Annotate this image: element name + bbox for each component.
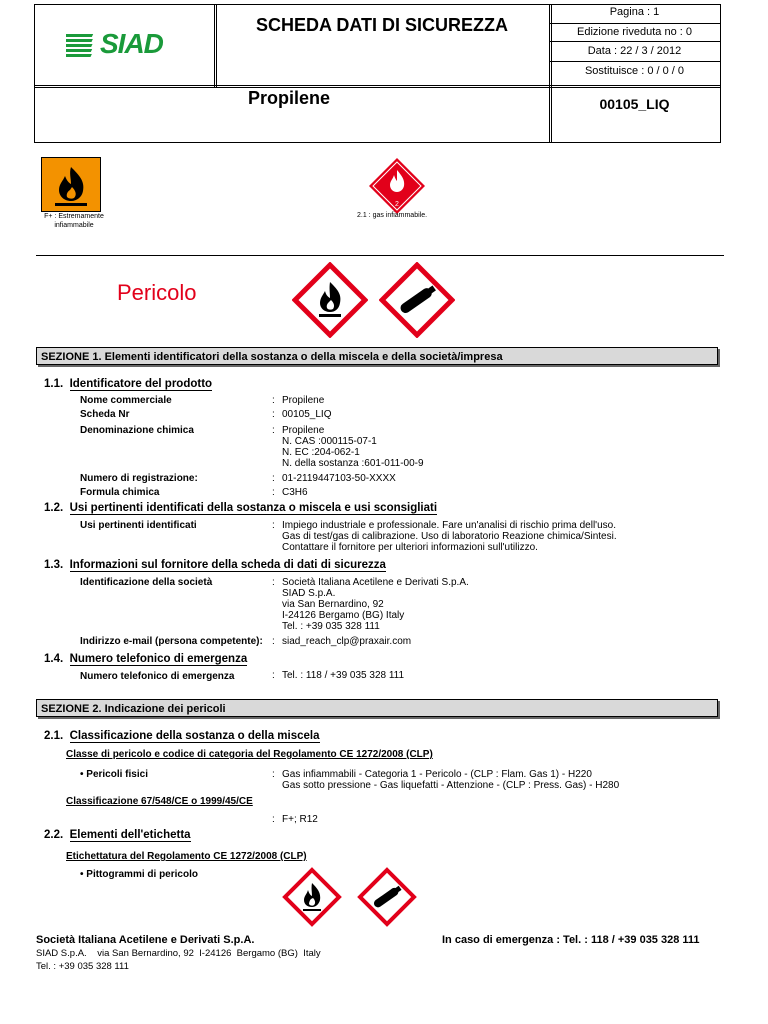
label-sheet-number: Scheda Nr	[80, 409, 130, 420]
subsection-1-4-text: Numero telefonico di emergenza	[69, 653, 248, 665]
subsection-1-1-number: 1.1.	[44, 378, 64, 390]
label-hazard-pictograms: • Pittogrammi di pericolo	[80, 869, 198, 880]
svg-text:2: 2	[395, 201, 399, 208]
ghs-flame-icon	[292, 262, 368, 338]
revision-number: Edizione riveduta no : 0	[577, 26, 692, 38]
label-registration-number: Numero di registrazione:	[80, 473, 198, 484]
label-trade-name: Nome commerciale	[80, 395, 172, 406]
value-trade-name: : Propilene	[272, 395, 325, 406]
meta-divider-1	[549, 23, 720, 24]
value-emergency-phone: : Tel. : 118 / +39 035 328 111	[272, 670, 405, 681]
label-identified-uses: Usi pertinenti identificati	[80, 520, 197, 531]
old-label-caption-right: 2.1 : gas infiammabile.	[357, 212, 428, 219]
subsection-1-2-number: 1.2.	[44, 502, 64, 514]
subsection-2-2-text: Elementi dell'etichetta	[69, 829, 191, 841]
product-code: 00105_LIQ	[599, 96, 670, 112]
header-code-cell	[549, 85, 721, 143]
subsection-2-2-number: 2.2.	[44, 829, 64, 841]
subsection-1-3-number: 1.3.	[44, 559, 64, 571]
label-physical-hazards: • Pericoli fisici	[80, 769, 148, 780]
value-email: : siad_reach_clp@praxair.com	[272, 636, 412, 647]
subsection-2-1-number: 2.1.	[44, 730, 64, 742]
subsection-1-3-title	[44, 559, 386, 571]
label-chemical-formula: Formula chimica	[80, 487, 160, 498]
subsection-1-4-number: 1.4.	[44, 653, 64, 665]
subsection-2-2-title	[44, 829, 191, 841]
page-number: Pagina : 1	[609, 6, 660, 18]
label-email: Indirizzo e-mail (persona competente):	[80, 636, 263, 647]
meta-divider-2	[549, 41, 720, 42]
revision-date: Data : 22 / 3 / 2012	[587, 45, 682, 57]
footer-tel: Tel. : +39 035 328 111	[36, 961, 129, 972]
label-emergency-phone: Numero telefonico di emergenza	[80, 671, 235, 682]
logo-text: SIAD	[100, 28, 163, 59]
value-chemical-formula: : C3H6	[272, 487, 308, 498]
old-label-caption-left: F+ : Estremamente infiammabile	[44, 213, 104, 229]
label-company-id: Identificazione della società	[80, 577, 213, 588]
label-chemical-name: Denominazione chimica	[80, 425, 194, 436]
flammable-gas-diamond-icon	[367, 156, 427, 216]
value-sheet-number: : 00105_LIQ	[272, 409, 332, 420]
document-title: SCHEDA DATI DI SICUREZZA	[256, 15, 508, 35]
section-1-header: SEZIONE 1. Elementi identificatori della sostanza o della miscela e della società/impresa	[36, 347, 718, 365]
divider-line	[36, 255, 724, 256]
ghs-gas-cylinder-icon	[379, 262, 455, 338]
value-identified-uses: : Impiego industriale e professionale. Fare un'analisi di rischio prima dell'uso. Gas di test/gas di calibrazione. Uso di laboratorio Reazione chimica/Sintesi. Contattare il fornitore per ulteriori informazioni sull'utilizzo.	[272, 520, 617, 553]
value-old-classification: : F+; R12	[272, 814, 318, 825]
ghs-flame-small-icon	[282, 867, 342, 927]
value-chemical-name: : Propilene N. CAS :000115-07-1 N. EC :204-062-1 N. della sostanza :601-011-00-9	[272, 425, 424, 469]
subsection-1-1-text: Identificatore del prodotto	[69, 378, 213, 390]
value-physical-hazards: : Gas infiammabili - Categoria 1 - Pericolo - (CLP : Flam. Gas 1) - H220 Gas sotto pressione - Gas liquefatti - Attenzione - (CLP : Press. Gas) - H280	[272, 769, 620, 791]
subsection-2-1-text: Classificazione della sostanza o della miscela	[69, 730, 320, 742]
old-classification-heading: Classificazione 67/548/CE o 1999/45/CE	[66, 796, 253, 807]
value-registration-number: : 01-2119447103-50-XXXX	[272, 473, 396, 484]
subsection-2-1-title	[44, 730, 320, 742]
subsection-1-1-title	[44, 378, 212, 390]
footer-company: Società Italiana Acetilene e Derivati S.p.A.	[36, 934, 255, 946]
signal-word: Pericolo	[117, 280, 197, 305]
subsection-1-2-text: Usi pertinenti identificati della sostanza o miscela e usi sconsigliati	[69, 502, 438, 514]
flame-orange-icon	[41, 157, 101, 212]
section-2-header: SEZIONE 2. Indicazione dei pericoli	[36, 699, 718, 717]
product-name: Propilene	[247, 88, 331, 108]
value-company-id: : Società Italiana Acetilene e Derivati S.p.A. SIAD S.p.A. via San Bernardino, 92 I-24126 Bergamo (BG) Italy Tel. : +39 035 328 111	[272, 577, 469, 632]
footer-emergency: In caso di emergenza : Tel. : 118 / +39 035 328 111	[442, 934, 700, 946]
supersedes: Sostituisce : 0 / 0 / 0	[584, 65, 685, 77]
subsection-1-4-title	[44, 653, 247, 665]
clp-labelling-heading: Etichettatura del Regolamento CE 1272/2008 (CLP)	[66, 851, 307, 862]
ghs-gas-cylinder-small-icon	[357, 867, 417, 927]
meta-divider-3	[549, 61, 720, 62]
subsection-1-2-title	[44, 502, 437, 514]
subsection-1-3-text: Informazioni sul fornitore della scheda di dati di sicurezza	[69, 559, 386, 571]
clp-classification-heading: Classe di pericolo e codice di categoria del Regolamento CE 1272/2008 (CLP)	[66, 749, 433, 760]
footer-address: SIAD S.p.A. via San Bernardino, 92 I-24126 Bergamo (BG) Italy	[36, 948, 321, 959]
